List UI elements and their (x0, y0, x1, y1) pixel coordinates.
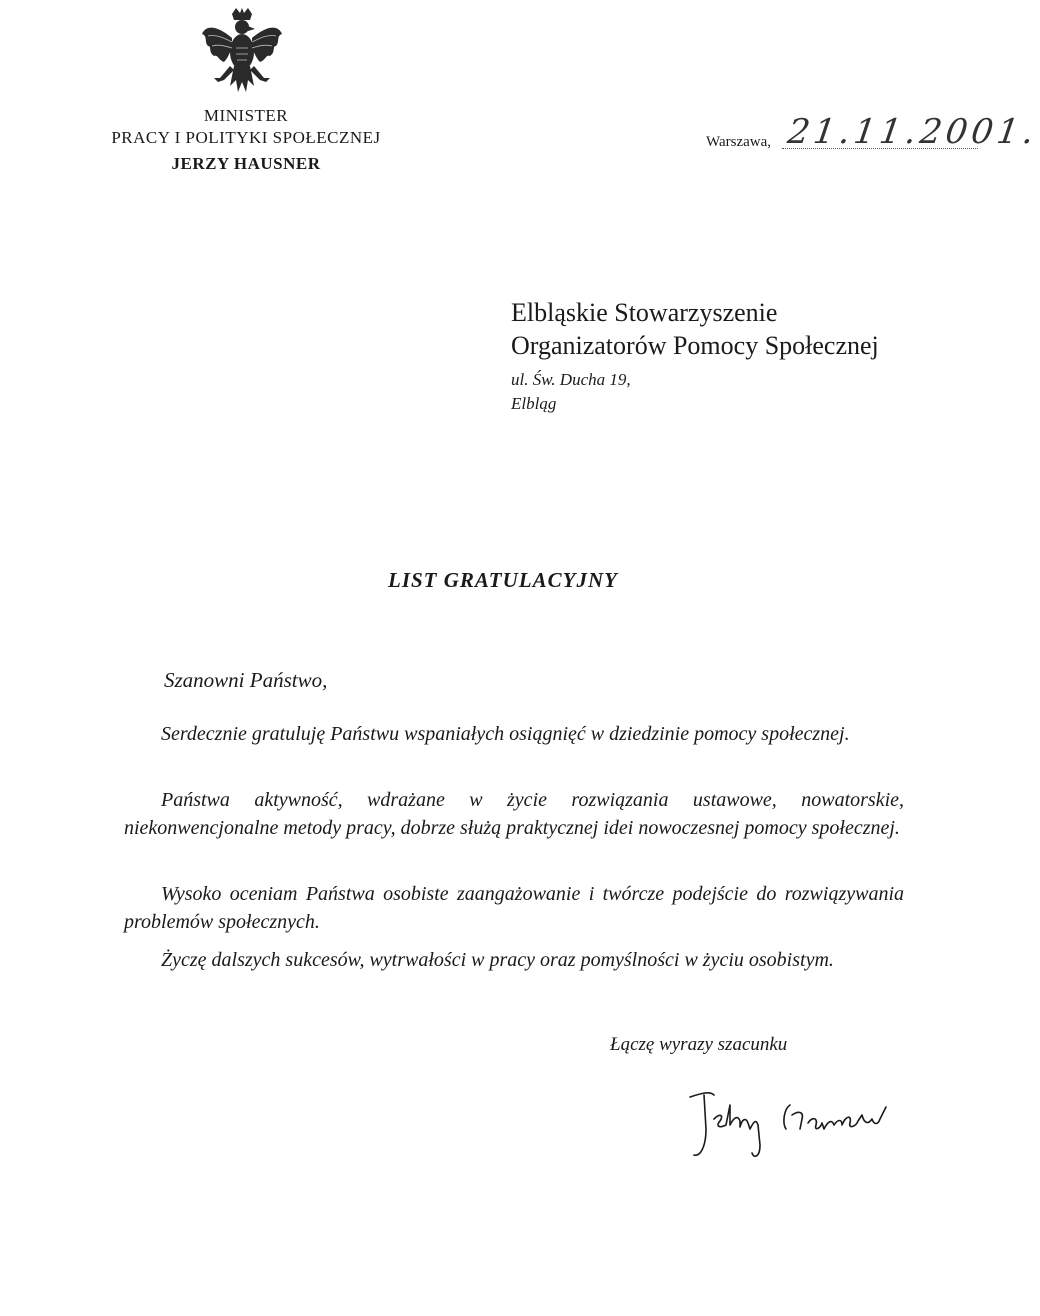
recipient-street: ul. Św. Ducha 19, (511, 370, 631, 389)
recipient-city: Elbląg (511, 394, 557, 413)
minister-name: JERZY HAUSNER (171, 154, 321, 173)
letter-title: LIST GRATULACYJNY (388, 568, 618, 592)
ministry-name: PRACY I POLITYKI SPOŁECZNEJ (111, 128, 381, 147)
recipient-line-2: Organizatorów Pomocy Społecznej (511, 331, 879, 360)
closing-phrase: Łączę wyrazy szacunku (610, 1034, 788, 1055)
minister-title: MINISTER (203, 106, 289, 125)
handwritten-signature (680, 1085, 910, 1165)
letter-paragraph: Życzę dalszych sukcesów, wytrwałości w pracy oraz pomyślności w życiu osobistym. (161, 949, 834, 971)
salutation: Szanowni Państwo, (164, 668, 328, 692)
polish-eagle-emblem-icon (200, 8, 284, 100)
letter-paragraph: Serdecznie gratuluję Państwu wspaniałych osiągnięć w dziedzinie pomocy społecznej. (161, 723, 850, 745)
dateline-date: 21.11.2001. (785, 112, 1040, 152)
letter-paragraph: Państwa aktywność, wdrażane w życie rozwiązania ustawowe, nowatorskie, niekonwencjonalne metody pracy, dobrze służą praktycznej idei nowoczesnej pomocy społecznej. (124, 789, 904, 839)
letter-paragraph: Wysoko oceniam Państwa osobiste zaangażowanie i twórcze podejście do rozwiązywania problemów społecznych. (124, 883, 904, 933)
dateline-place: Warszawa, (706, 134, 772, 150)
recipient-line-1: Elbląskie Stowarzyszenie (511, 298, 778, 327)
